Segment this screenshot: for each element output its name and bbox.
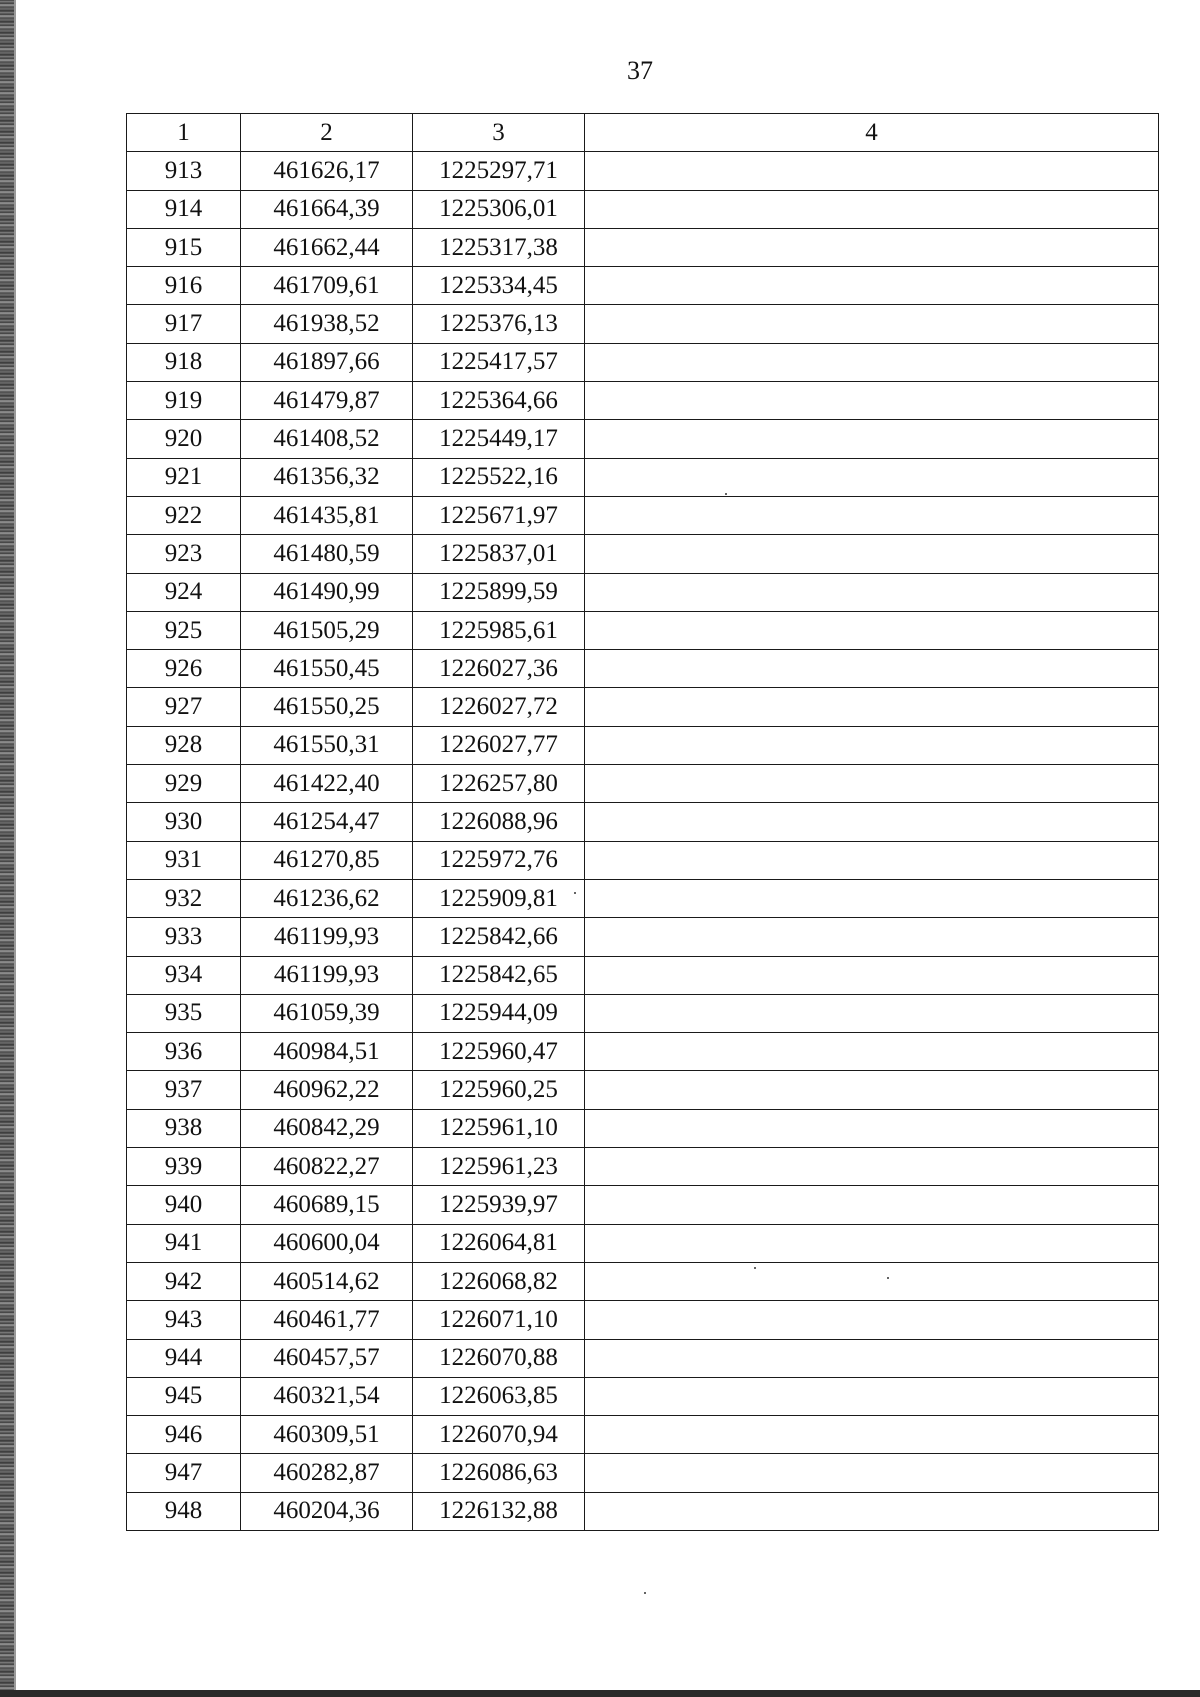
y-coordinate-cell: 1225364,66 (413, 382, 585, 420)
note-cell (585, 1416, 1159, 1454)
table-row (127, 152, 1159, 190)
scan-speck (644, 1592, 646, 1594)
x-coordinate-cell: 460842,29 (241, 1109, 413, 1147)
point-number-cell: 940 (127, 1186, 241, 1224)
note-cell (585, 956, 1159, 994)
table-row (127, 535, 1159, 573)
y-coordinate-cell: 1225417,57 (413, 343, 585, 381)
x-coordinate-cell: 461550,31 (241, 726, 413, 764)
y-coordinate-cell: 1225944,09 (413, 994, 585, 1032)
note-cell (585, 1148, 1159, 1186)
table-row (127, 1071, 1159, 1109)
y-coordinate-cell: 1226068,82 (413, 1262, 585, 1300)
scan-speck (887, 1277, 889, 1279)
x-coordinate-cell: 461479,87 (241, 382, 413, 420)
y-coordinate-cell: 1226064,81 (413, 1224, 585, 1262)
note-cell (585, 1186, 1159, 1224)
y-coordinate-cell: 1226070,94 (413, 1416, 585, 1454)
table-row (127, 1033, 1159, 1071)
note-cell (585, 1224, 1159, 1262)
point-number-cell: 920 (127, 420, 241, 458)
note-cell (585, 458, 1159, 496)
point-number-cell: 941 (127, 1224, 241, 1262)
x-coordinate-cell: 460309,51 (241, 1416, 413, 1454)
note-cell (585, 228, 1159, 266)
x-coordinate-cell: 461199,93 (241, 918, 413, 956)
x-coordinate-cell: 460822,27 (241, 1148, 413, 1186)
scan-speck (725, 493, 727, 495)
table-row (127, 190, 1159, 228)
point-number-cell: 946 (127, 1416, 241, 1454)
table-row (127, 688, 1159, 726)
x-coordinate-cell: 460514,62 (241, 1262, 413, 1300)
y-coordinate-cell: 1226063,85 (413, 1377, 585, 1415)
table-row (127, 267, 1159, 305)
x-coordinate-cell: 461897,66 (241, 343, 413, 381)
point-number-cell: 931 (127, 841, 241, 879)
x-coordinate-cell: 460962,22 (241, 1071, 413, 1109)
note-cell (585, 650, 1159, 688)
point-number-cell: 913 (127, 152, 241, 190)
y-coordinate-cell: 1225522,16 (413, 458, 585, 496)
table-row (127, 420, 1159, 458)
note-cell (585, 267, 1159, 305)
y-coordinate-cell: 1225960,47 (413, 1033, 585, 1071)
scan-bottom-edge (0, 1690, 1200, 1697)
note-cell (585, 496, 1159, 534)
table-row (127, 1148, 1159, 1186)
note-cell (585, 994, 1159, 1032)
x-coordinate-cell: 461236,62 (241, 879, 413, 917)
x-coordinate-cell: 460321,54 (241, 1377, 413, 1415)
note-cell (585, 688, 1159, 726)
point-number-cell: 917 (127, 305, 241, 343)
point-number-cell: 945 (127, 1377, 241, 1415)
y-coordinate-cell: 1225899,59 (413, 573, 585, 611)
point-number-cell: 937 (127, 1071, 241, 1109)
x-coordinate-cell: 461709,61 (241, 267, 413, 305)
scan-edge-line (14, 0, 16, 1697)
point-number-cell: 921 (127, 458, 241, 496)
page-number: 37 (627, 56, 653, 85)
y-coordinate-cell: 1226257,80 (413, 765, 585, 803)
note-cell (585, 305, 1159, 343)
table-row (127, 1377, 1159, 1415)
y-coordinate-cell: 1225671,97 (413, 496, 585, 534)
table-row (127, 650, 1159, 688)
table-header-row (127, 114, 1159, 152)
x-coordinate-cell: 461664,39 (241, 190, 413, 228)
table-row (127, 765, 1159, 803)
note-cell (585, 190, 1159, 228)
y-coordinate-cell: 1225297,71 (413, 152, 585, 190)
table-row (127, 994, 1159, 1032)
y-coordinate-cell: 1226070,88 (413, 1339, 585, 1377)
table-body (127, 152, 1159, 1531)
x-coordinate-cell: 461408,52 (241, 420, 413, 458)
x-coordinate-cell: 460282,87 (241, 1454, 413, 1492)
y-coordinate-cell: 1226027,36 (413, 650, 585, 688)
point-number-cell: 916 (127, 267, 241, 305)
point-number-cell: 948 (127, 1492, 241, 1530)
point-number-cell: 943 (127, 1301, 241, 1339)
table-row (127, 879, 1159, 917)
note-cell (585, 726, 1159, 764)
table-row (127, 1224, 1159, 1262)
note-cell (585, 879, 1159, 917)
column-header-2: 2 (241, 114, 413, 152)
y-coordinate-cell: 1225306,01 (413, 190, 585, 228)
point-number-cell: 915 (127, 228, 241, 266)
y-coordinate-cell: 1226027,72 (413, 688, 585, 726)
x-coordinate-cell: 461550,25 (241, 688, 413, 726)
y-coordinate-cell: 1225961,10 (413, 1109, 585, 1147)
table-row (127, 1109, 1159, 1147)
note-cell (585, 611, 1159, 649)
table-row (127, 1186, 1159, 1224)
point-number-cell: 939 (127, 1148, 241, 1186)
scan-speck (754, 1267, 756, 1269)
y-coordinate-cell: 1225334,45 (413, 267, 585, 305)
point-number-cell: 924 (127, 573, 241, 611)
note-cell (585, 1492, 1159, 1530)
y-coordinate-cell: 1225909,81 (413, 879, 585, 917)
point-number-cell: 936 (127, 1033, 241, 1071)
note-cell (585, 1033, 1159, 1071)
x-coordinate-cell: 460461,77 (241, 1301, 413, 1339)
note-cell (585, 382, 1159, 420)
note-cell (585, 765, 1159, 803)
point-number-cell: 925 (127, 611, 241, 649)
table-row (127, 1301, 1159, 1339)
note-cell (585, 573, 1159, 611)
y-coordinate-cell: 1225985,61 (413, 611, 585, 649)
table-row (127, 458, 1159, 496)
x-coordinate-cell: 461059,39 (241, 994, 413, 1032)
y-coordinate-cell: 1226088,96 (413, 803, 585, 841)
x-coordinate-cell: 461505,29 (241, 611, 413, 649)
note-cell (585, 1109, 1159, 1147)
x-coordinate-cell: 461662,44 (241, 228, 413, 266)
note-cell (585, 803, 1159, 841)
x-coordinate-cell: 461435,81 (241, 496, 413, 534)
y-coordinate-cell: 1225960,25 (413, 1071, 585, 1109)
x-coordinate-cell: 461490,99 (241, 573, 413, 611)
note-cell (585, 1339, 1159, 1377)
note-cell (585, 420, 1159, 458)
x-coordinate-cell: 460204,36 (241, 1492, 413, 1530)
x-coordinate-cell: 461199,93 (241, 956, 413, 994)
column-header-1: 1 (127, 114, 241, 152)
note-cell (585, 1071, 1159, 1109)
note-cell (585, 152, 1159, 190)
y-coordinate-cell: 1225972,76 (413, 841, 585, 879)
table-row (127, 803, 1159, 841)
y-coordinate-cell: 1225837,01 (413, 535, 585, 573)
point-number-cell: 926 (127, 650, 241, 688)
table-row (127, 1492, 1159, 1530)
y-coordinate-cell: 1225376,13 (413, 305, 585, 343)
table-row (127, 1339, 1159, 1377)
table-row (127, 1416, 1159, 1454)
scan-left-edge (0, 0, 14, 1697)
table-row (127, 343, 1159, 381)
point-number-cell: 928 (127, 726, 241, 764)
column-header-3: 3 (413, 114, 585, 152)
point-number-cell: 923 (127, 535, 241, 573)
x-coordinate-cell: 461422,40 (241, 765, 413, 803)
note-cell (585, 1301, 1159, 1339)
x-coordinate-cell: 461938,52 (241, 305, 413, 343)
point-number-cell: 932 (127, 879, 241, 917)
y-coordinate-cell: 1225842,66 (413, 918, 585, 956)
y-coordinate-cell: 1225961,23 (413, 1148, 585, 1186)
table-row (127, 228, 1159, 266)
column-header-4: 4 (585, 114, 1159, 152)
table-row (127, 956, 1159, 994)
note-cell (585, 535, 1159, 573)
x-coordinate-cell: 460984,51 (241, 1033, 413, 1071)
y-coordinate-cell: 1225842,65 (413, 956, 585, 994)
y-coordinate-cell: 1226086,63 (413, 1454, 585, 1492)
x-coordinate-cell: 460689,15 (241, 1186, 413, 1224)
table-row (127, 918, 1159, 956)
point-number-cell: 947 (127, 1454, 241, 1492)
point-number-cell: 935 (127, 994, 241, 1032)
x-coordinate-cell: 461254,47 (241, 803, 413, 841)
scan-speck (574, 892, 576, 894)
table-row (127, 841, 1159, 879)
table-row (127, 726, 1159, 764)
note-cell (585, 841, 1159, 879)
x-coordinate-cell: 461270,85 (241, 841, 413, 879)
x-coordinate-cell: 461480,59 (241, 535, 413, 573)
y-coordinate-cell: 1225317,38 (413, 228, 585, 266)
point-number-cell: 929 (127, 765, 241, 803)
table-row (127, 1262, 1159, 1300)
point-number-cell: 933 (127, 918, 241, 956)
table-row (127, 611, 1159, 649)
x-coordinate-cell: 460457,57 (241, 1339, 413, 1377)
point-number-cell: 934 (127, 956, 241, 994)
note-cell (585, 1377, 1159, 1415)
table-row (127, 496, 1159, 534)
point-number-cell: 944 (127, 1339, 241, 1377)
table-row (127, 382, 1159, 420)
point-number-cell: 942 (127, 1262, 241, 1300)
table-row (127, 573, 1159, 611)
note-cell (585, 1454, 1159, 1492)
x-coordinate-cell: 460600,04 (241, 1224, 413, 1262)
y-coordinate-cell: 1225939,97 (413, 1186, 585, 1224)
y-coordinate-cell: 1226071,10 (413, 1301, 585, 1339)
y-coordinate-cell: 1225449,17 (413, 420, 585, 458)
note-cell (585, 1262, 1159, 1300)
note-cell (585, 918, 1159, 956)
note-cell (585, 343, 1159, 381)
x-coordinate-cell: 461550,45 (241, 650, 413, 688)
y-coordinate-cell: 1226132,88 (413, 1492, 585, 1530)
point-number-cell: 927 (127, 688, 241, 726)
point-number-cell: 938 (127, 1109, 241, 1147)
x-coordinate-cell: 461626,17 (241, 152, 413, 190)
table-row (127, 1454, 1159, 1492)
point-number-cell: 919 (127, 382, 241, 420)
coordinates-table (126, 113, 1159, 1531)
point-number-cell: 930 (127, 803, 241, 841)
point-number-cell: 914 (127, 190, 241, 228)
x-coordinate-cell: 461356,32 (241, 458, 413, 496)
y-coordinate-cell: 1226027,77 (413, 726, 585, 764)
table-row (127, 305, 1159, 343)
point-number-cell: 922 (127, 496, 241, 534)
point-number-cell: 918 (127, 343, 241, 381)
